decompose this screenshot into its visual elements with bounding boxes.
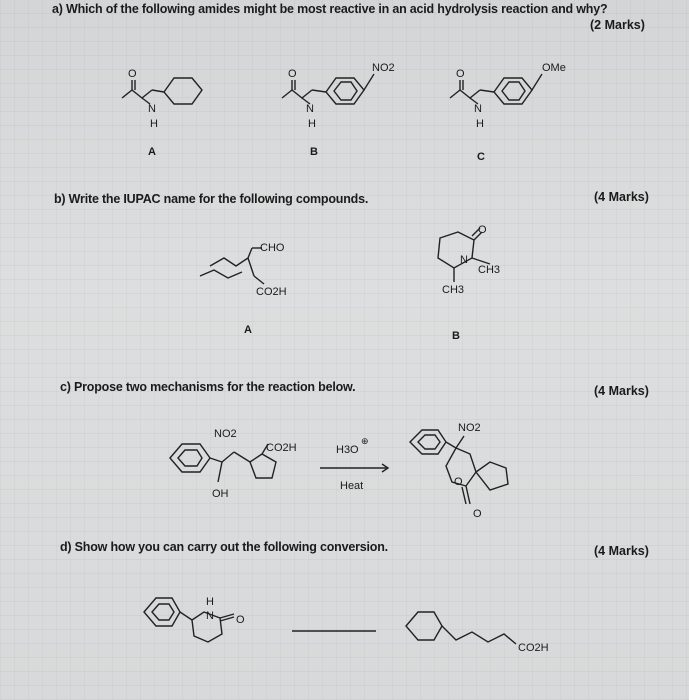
compound-b-b-n-methyl: CH3 (478, 264, 501, 276)
condition-heat: Heat (340, 480, 364, 492)
compound-b-a-acid: CO2H (256, 286, 287, 298)
marks-d: (4 Marks) (594, 544, 649, 558)
marks-a: (2 Marks) (590, 18, 645, 32)
amide-c-hydrogen: H (476, 118, 484, 130)
product-ring-oxygen: O (454, 476, 463, 488)
compound-b-b-label: B (452, 330, 460, 342)
amide-b-hydrogen: H (308, 118, 316, 130)
conversion-arrow (290, 626, 380, 636)
compound-b-b-structure (424, 222, 524, 302)
compound-a-label: A (148, 146, 156, 158)
marks-b: (4 Marks) (594, 190, 649, 204)
reactant-hydroxyl: OH (212, 488, 229, 500)
question-b: b) Write the IUPAC name for the following compounds. (54, 192, 369, 206)
reactant-acid-group: CO2H (266, 442, 297, 454)
amide-c-methoxy-group: OMe (542, 62, 566, 74)
compound-b-a-aldehyde: CHO (260, 242, 285, 254)
question-c: c) Propose two mechanisms for the reaction below. (60, 380, 356, 394)
start-material-nitrogen: N (206, 610, 214, 622)
reaction-arrow (318, 462, 398, 474)
compound-b-a-structure (200, 236, 310, 296)
product-carbonyl-oxygen: O (473, 508, 482, 520)
amide-b-nitrogen: N (306, 103, 314, 115)
reactant-nitro-group: NO2 (214, 428, 237, 440)
amide-a-hydrogen: H (150, 118, 158, 130)
start-material-hydrogen: H (206, 596, 214, 608)
compound-b-b-oxygen: O (478, 224, 487, 236)
reagent-charge: ⊕ (361, 436, 369, 446)
compound-b-b-nitrogen: N (460, 254, 468, 266)
question-a: a) Which of the following amides might be most reactive in an acid hydrolysis reaction and why? (52, 2, 608, 16)
compound-b-a-label: A (244, 324, 252, 336)
compound-c-label: C (477, 151, 485, 163)
amide-b-oxygen: O (288, 68, 297, 80)
amide-a-nitrogen: N (148, 103, 156, 115)
compound-b-label: B (310, 146, 318, 158)
amide-c-nitrogen: N (474, 103, 482, 115)
final-product-acid: CO2H (518, 642, 549, 654)
amide-a-oxygen: O (128, 68, 137, 80)
start-material-structure (138, 590, 268, 660)
compound-b-b-methyl: CH3 (442, 284, 465, 296)
marks-c: (4 Marks) (594, 384, 649, 398)
amide-c-oxygen: O (456, 68, 465, 80)
reagent-acid: H3O (336, 444, 359, 456)
question-d: d) Show how you can carry out the following conversion. (60, 540, 388, 554)
amide-b-nitro-group: NO2 (372, 62, 395, 74)
product-nitro-group: NO2 (458, 422, 481, 434)
start-material-oxygen: O (236, 614, 245, 626)
